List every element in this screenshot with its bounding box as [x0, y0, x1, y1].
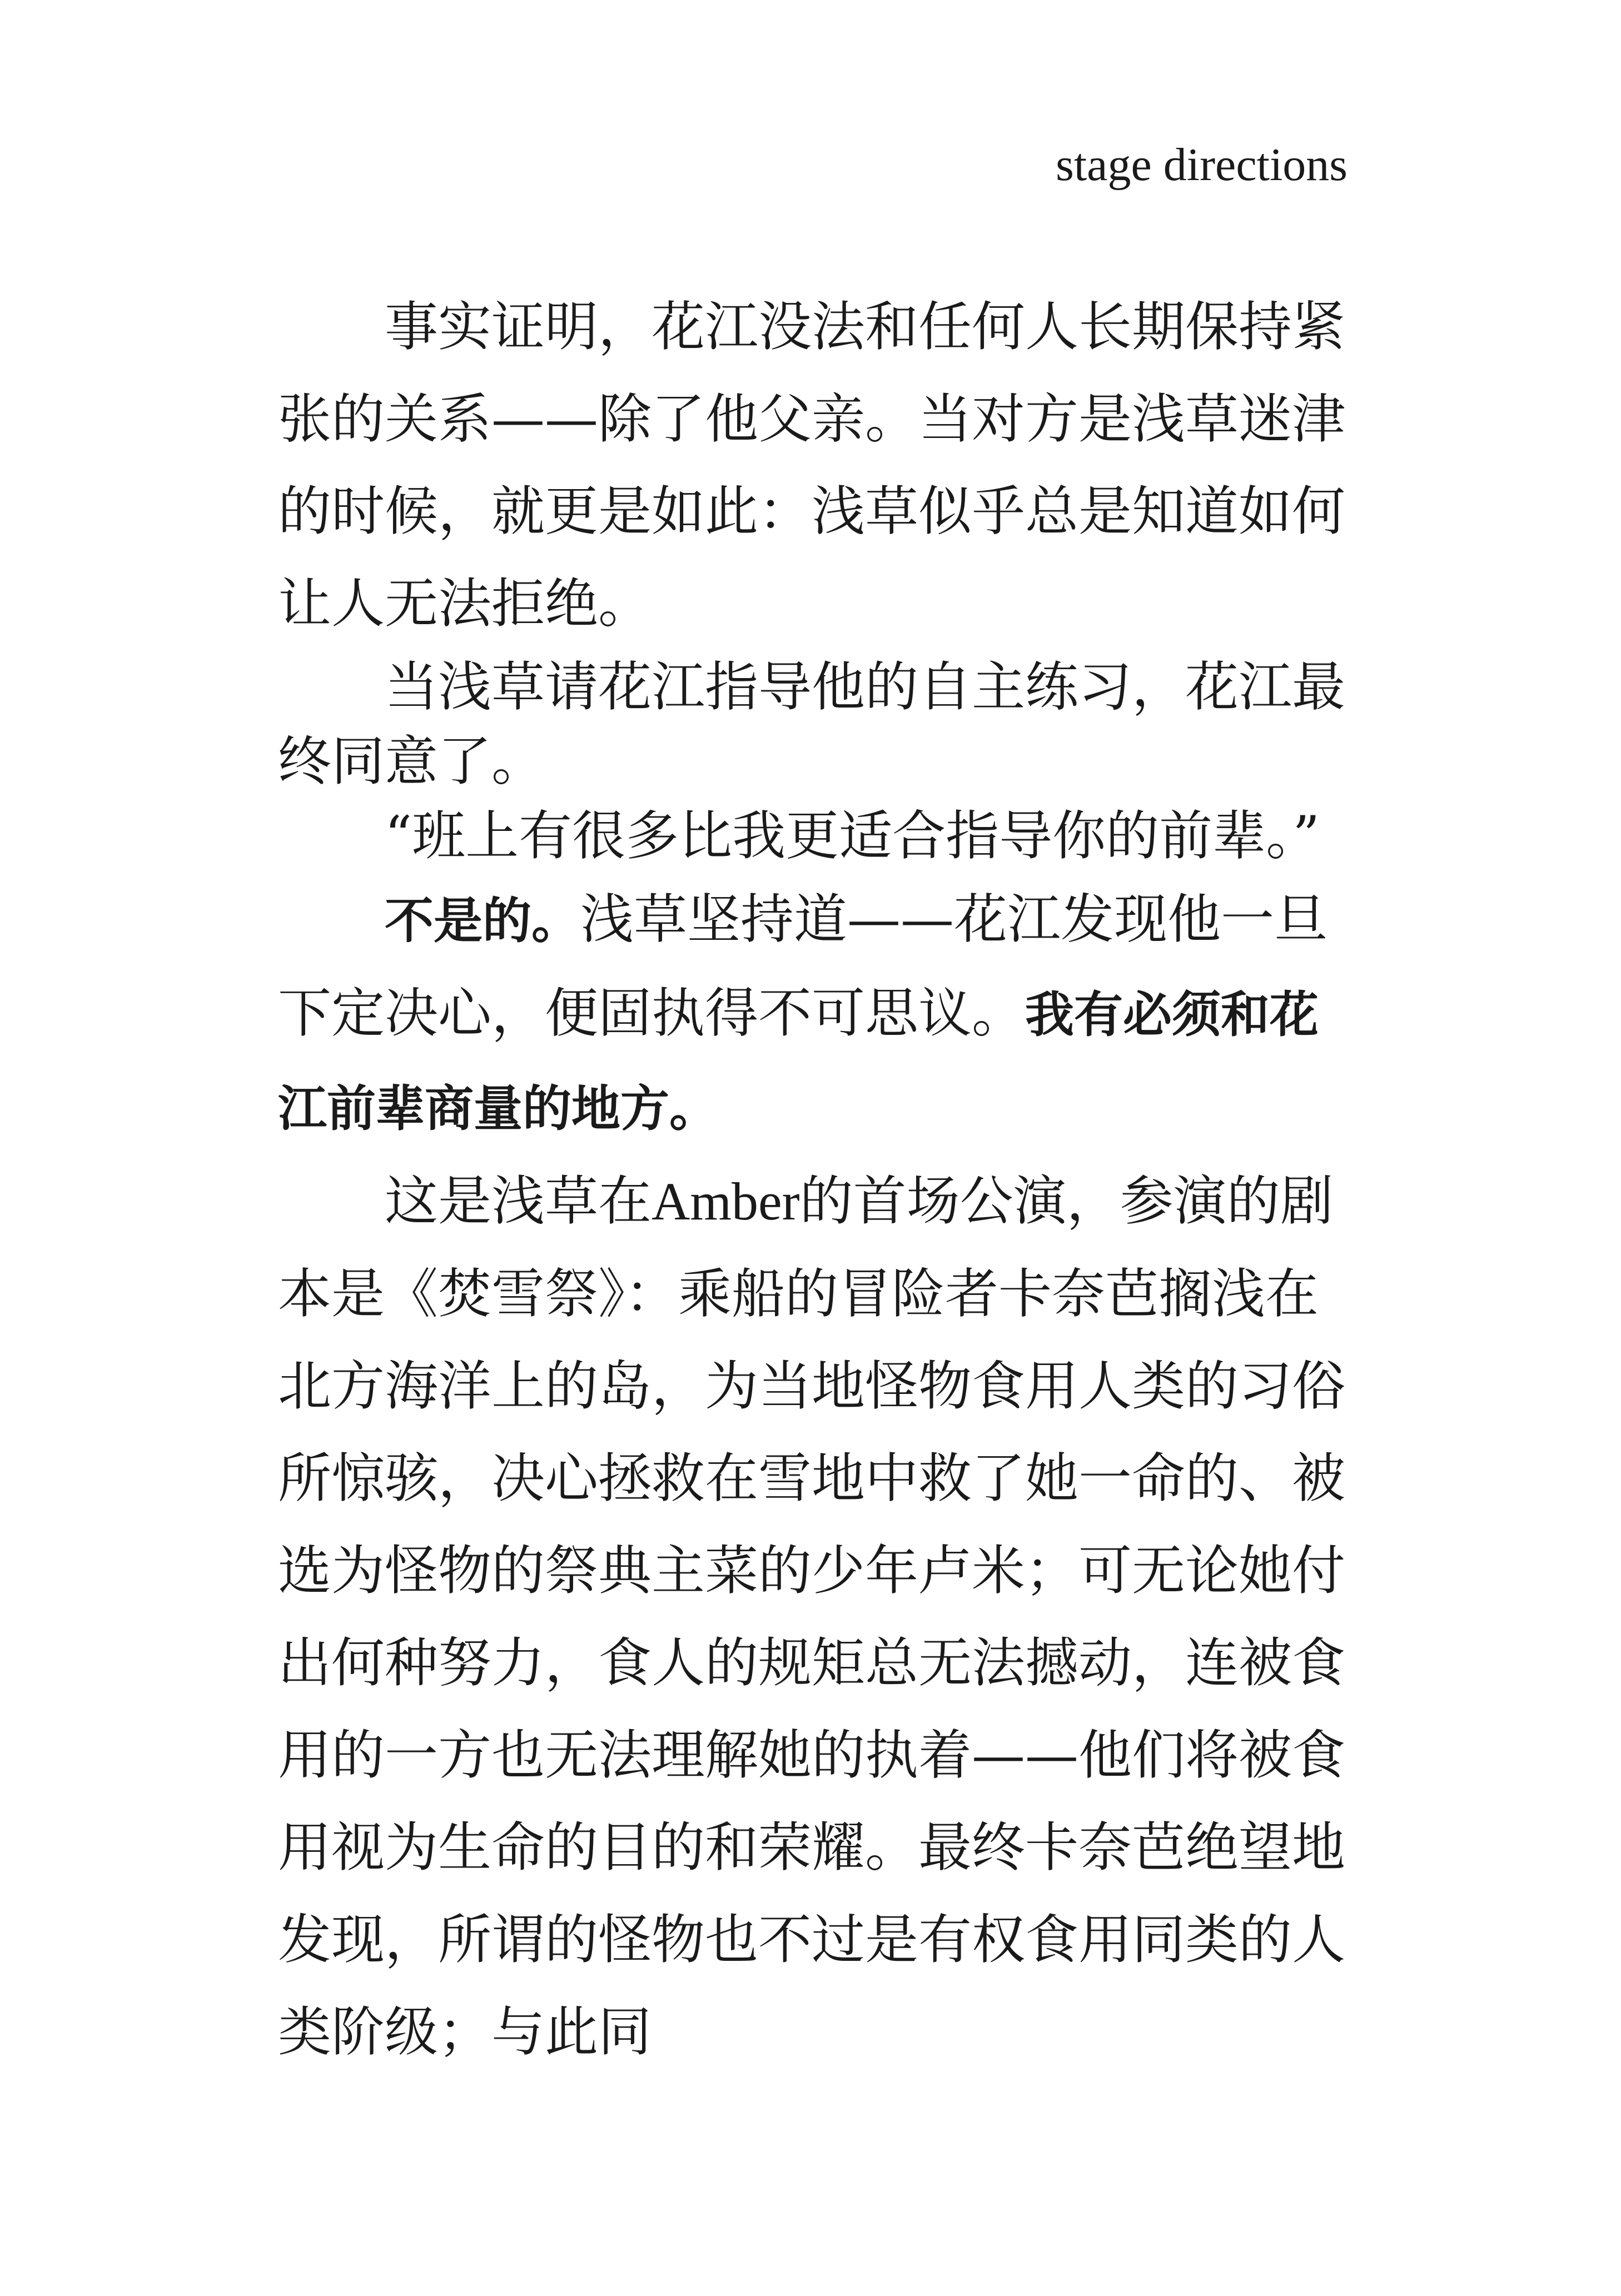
paragraph-1: 事实证明，花江没法和任何人长期保持紧张的关系——除了他父亲。当对方是浅草迷津的时候，就更是如此：浅草似乎总是知道如何让人无法拒绝。 [278, 296, 1345, 635]
running-header: stage directions [1056, 139, 1347, 191]
inner-voice-text: 我有必须和花江前辈商量的地方。 [278, 986, 1319, 1137]
body-text [278, 281, 1345, 2078]
paragraph-5 [278, 1155, 1345, 2078]
latin-word: Amber [652, 1172, 800, 1231]
inner-voice-text: 不是的。 [385, 892, 581, 949]
paragraph-3-dialogue: “班上有很多比我更适合指导你的前辈。” [385, 805, 1320, 867]
narration-text: 这是浅草在 [385, 1170, 652, 1232]
paragraph-2: 当浅草请花江指导他的自主练习，花江最终同意了。 [278, 656, 1345, 793]
narration-text: 的首场公演，参演的剧本是《焚雪祭》：乘船的冒险者卡奈芭搁浅在北方海洋上的岛，为当地怪物食用人类的习俗所惊骇，决心拯救在雪地中救了她一命的、被选为怪物的祭典主菜的少年卢米；可无论她付出何种努力，食人的规矩总无法撼动，连被食用的一方也无法理解她的执着——他们将被食用视为生命的目的和荣耀。最终卡奈芭绝望地发现，所谓的怪物也不过是有权食用同类的人类阶级；与此同 [278, 1170, 1345, 2063]
narration-text: 浅草坚持道——花江发现他一旦下定决心，便固执得不可思议。 [278, 888, 1328, 1044]
paragraph-4 [278, 873, 1345, 1155]
